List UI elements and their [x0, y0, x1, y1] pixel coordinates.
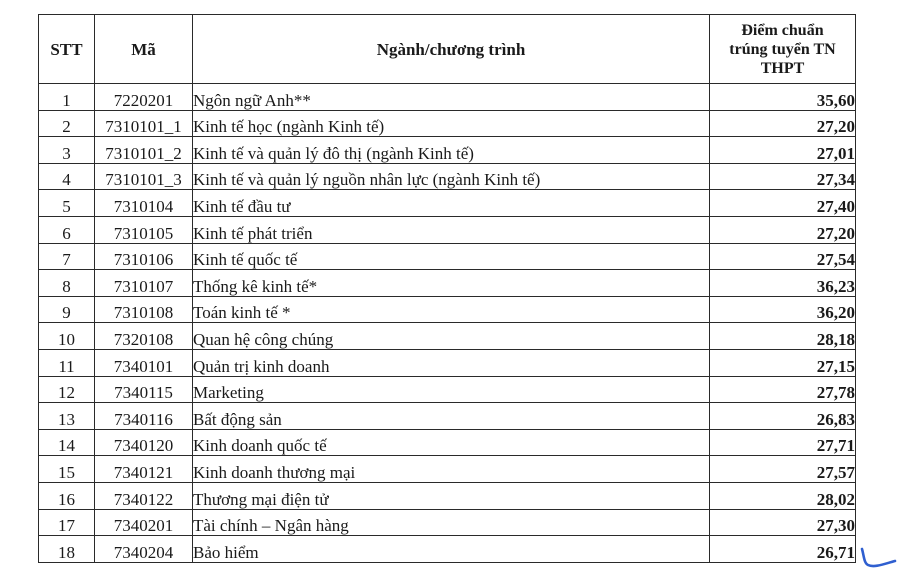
- row-score: 35,60: [710, 84, 856, 111]
- row-program-name: Quản trị kinh doanh: [193, 349, 710, 376]
- table-row: [39, 482, 856, 509]
- table-row: [39, 163, 856, 190]
- row-stt: 16: [39, 482, 95, 509]
- table-header: [39, 15, 856, 84]
- row-score: 27,20: [710, 216, 856, 243]
- row-score: 36,20: [710, 296, 856, 323]
- row-code: 7310106: [95, 243, 193, 270]
- row-program-name: Kinh tế quốc tế: [193, 243, 710, 270]
- row-program-name: Kinh tế phát triển: [193, 216, 710, 243]
- row-code: 7310105: [95, 216, 193, 243]
- row-stt: 6: [39, 216, 95, 243]
- row-code: 7310104: [95, 190, 193, 217]
- table-row: [39, 84, 856, 111]
- row-code: 7340201: [95, 509, 193, 536]
- row-stt: 11: [39, 349, 95, 376]
- row-code: 7310101_2: [95, 137, 193, 164]
- row-score: 27,54: [710, 243, 856, 270]
- header-row: [39, 15, 856, 84]
- row-code: 7340120: [95, 429, 193, 456]
- header-stt: STT: [39, 15, 95, 84]
- handwritten-check-mark-icon: [858, 546, 900, 570]
- row-score: 27,78: [710, 376, 856, 403]
- header-code: Mã: [95, 15, 193, 84]
- table-row: [39, 456, 856, 483]
- table-row: [39, 296, 856, 323]
- row-program-name: Marketing: [193, 376, 710, 403]
- row-program-name: Bảo hiểm: [193, 536, 710, 563]
- header-score-line-1: Điểm chuẩn: [741, 21, 824, 39]
- row-score: 27,30: [710, 509, 856, 536]
- row-score: 28,02: [710, 482, 856, 509]
- row-code: 7220201: [95, 84, 193, 111]
- row-stt: 13: [39, 403, 95, 430]
- row-stt: 17: [39, 509, 95, 536]
- row-code: 7310107: [95, 270, 193, 297]
- row-program-name: Kinh tế và quản lý đô thị (ngành Kinh tế): [193, 137, 710, 164]
- table-row: [39, 190, 856, 217]
- row-code: 7340115: [95, 376, 193, 403]
- row-program-name: Quan hệ công chúng: [193, 323, 710, 350]
- table-row: [39, 376, 856, 403]
- header-score-line-3: THPT: [760, 59, 805, 77]
- row-score: 26,71: [710, 536, 856, 563]
- row-code: 7340116: [95, 403, 193, 430]
- row-program-name: Toán kinh tế *: [193, 296, 710, 323]
- row-program-name: Ngôn ngữ Anh**: [193, 84, 710, 111]
- row-stt: 3: [39, 137, 95, 164]
- row-code: 7340121: [95, 456, 193, 483]
- row-score: 27,71: [710, 429, 856, 456]
- row-code: 7310108: [95, 296, 193, 323]
- row-stt: 12: [39, 376, 95, 403]
- row-code: 7340204: [95, 536, 193, 563]
- row-program-name: Tài chính – Ngân hàng: [193, 509, 710, 536]
- row-score: 36,23: [710, 270, 856, 297]
- row-stt: 14: [39, 429, 95, 456]
- row-program-name: Kinh doanh quốc tế: [193, 429, 710, 456]
- table-row: [39, 536, 856, 563]
- table-row: [39, 349, 856, 376]
- table-row: [39, 323, 856, 350]
- row-score: 27,57: [710, 456, 856, 483]
- table-row: [39, 216, 856, 243]
- row-score: 27,40: [710, 190, 856, 217]
- row-score: 27,34: [710, 163, 856, 190]
- table-row: [39, 270, 856, 297]
- table-row: [39, 243, 856, 270]
- row-stt: 7: [39, 243, 95, 270]
- row-score: 28,18: [710, 323, 856, 350]
- admission-score-table: [38, 14, 856, 563]
- row-stt: 4: [39, 163, 95, 190]
- row-stt: 8: [39, 270, 95, 297]
- row-stt: 9: [39, 296, 95, 323]
- row-code: 7340101: [95, 349, 193, 376]
- row-stt: 10: [39, 323, 95, 350]
- row-program-name: Thống kê kinh tế*: [193, 270, 710, 297]
- row-program-name: Kinh tế và quản lý nguồn nhân lực (ngành Kinh tế): [193, 163, 710, 190]
- row-stt: 5: [39, 190, 95, 217]
- row-program-name: Kinh tế học (ngành Kinh tế): [193, 110, 710, 137]
- row-code: 7320108: [95, 323, 193, 350]
- row-code: 7310101_1: [95, 110, 193, 137]
- row-score: 27,20: [710, 110, 856, 137]
- header-score: [710, 15, 856, 84]
- table-row: [39, 137, 856, 164]
- table-row: [39, 110, 856, 137]
- row-code: 7340122: [95, 482, 193, 509]
- table-row: [39, 403, 856, 430]
- header-program: Ngành/chương trình: [193, 15, 710, 84]
- row-code: 7310101_3: [95, 163, 193, 190]
- table-body: [39, 84, 856, 563]
- row-program-name: Kinh tế đầu tư: [193, 190, 710, 217]
- table-row: [39, 509, 856, 536]
- row-program-name: Thương mại điện tử: [193, 482, 710, 509]
- row-program-name: Kinh doanh thương mại: [193, 456, 710, 483]
- table-row: [39, 429, 856, 456]
- row-score: 27,01: [710, 137, 856, 164]
- row-program-name: Bất động sản: [193, 403, 710, 430]
- row-stt: 15: [39, 456, 95, 483]
- row-stt: 2: [39, 110, 95, 137]
- row-score: 26,83: [710, 403, 856, 430]
- row-stt: 1: [39, 84, 95, 111]
- row-stt: 18: [39, 536, 95, 563]
- header-score-line-2: trúng tuyển TN: [729, 40, 836, 58]
- row-score: 27,15: [710, 349, 856, 376]
